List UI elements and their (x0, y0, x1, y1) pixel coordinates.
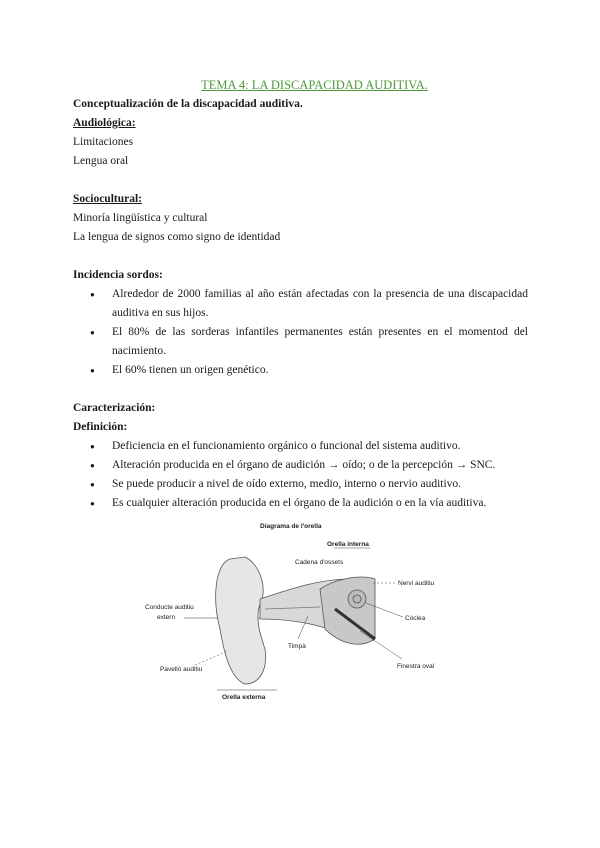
ear-illustration (195, 557, 403, 684)
text-line: Limitaciones (73, 136, 134, 148)
subheading-sociocultural: Sociocultural: (73, 193, 142, 205)
text-line: Lengua oral (73, 155, 129, 167)
label-nervi-auditiu: Nervi auditiu (398, 580, 435, 587)
list-item: ● Se puede producir a nivel de oído externo, medio, interno o nervio auditivo. (112, 475, 528, 494)
text-line: Minoría lingüística y cultural (73, 212, 208, 224)
subheading-audiologica: Audiológica: (73, 117, 136, 129)
subheading-caracterizacion: Caracterización: (73, 402, 156, 414)
section-heading: Conceptualización de la discapacidad auditiva. (73, 98, 303, 110)
label-coclea: Còclea (405, 615, 426, 622)
list-item: ● Alteración producida en el órgano de audición → oído; o de la percepción → SNC. (112, 456, 528, 475)
label-cadena-ossets: Cadena d'ossets (295, 559, 344, 566)
label-pavello-auditiu: Pavelló auditiu (160, 666, 203, 673)
bullet-list-incidencia (73, 285, 528, 380)
label-finestra-oval: Finestra oval (397, 663, 435, 670)
label-conducte-2: extern (157, 614, 176, 621)
bullet-list-definicion (73, 437, 528, 513)
page-title: TEMA 4: LA DISCAPACIDAD AUDITIVA. (201, 78, 428, 92)
list-item: ● Alrededor de 2000 familias al año están afectadas con la presencia de una discapacidad auditiva en sus hijos. (112, 285, 528, 323)
label-timpa: Timpà (288, 643, 306, 650)
list-item: ● Deficiencia en el funcionamiento orgánico o funcional del sistema auditivo. (112, 437, 528, 456)
text-line: La lengua de signos como signo de identidad (73, 231, 281, 243)
list-item: ● El 60% tienen un origen genético. (112, 361, 528, 380)
diagram-title: Diagrama de l'orella (260, 523, 322, 530)
label-conducte-1: Conducte auditiu (145, 604, 194, 611)
subheading-incidencia: Incidencia sordos: (73, 269, 163, 281)
label-orella-externa: Orella externa (222, 694, 266, 701)
list-item: ● El 80% de las sorderas infantiles permanentes están presentes en el momentod del nacimiento. (112, 323, 528, 361)
ear-diagram (120, 519, 460, 704)
document-page (73, 76, 528, 704)
label-orella-interna: Orella interna (327, 541, 369, 548)
list-item: ● Es cualquier alteración producida en el órgano de la audición o en la vía auditiva. (112, 494, 528, 513)
subheading-definicion: Definición: (73, 421, 128, 433)
